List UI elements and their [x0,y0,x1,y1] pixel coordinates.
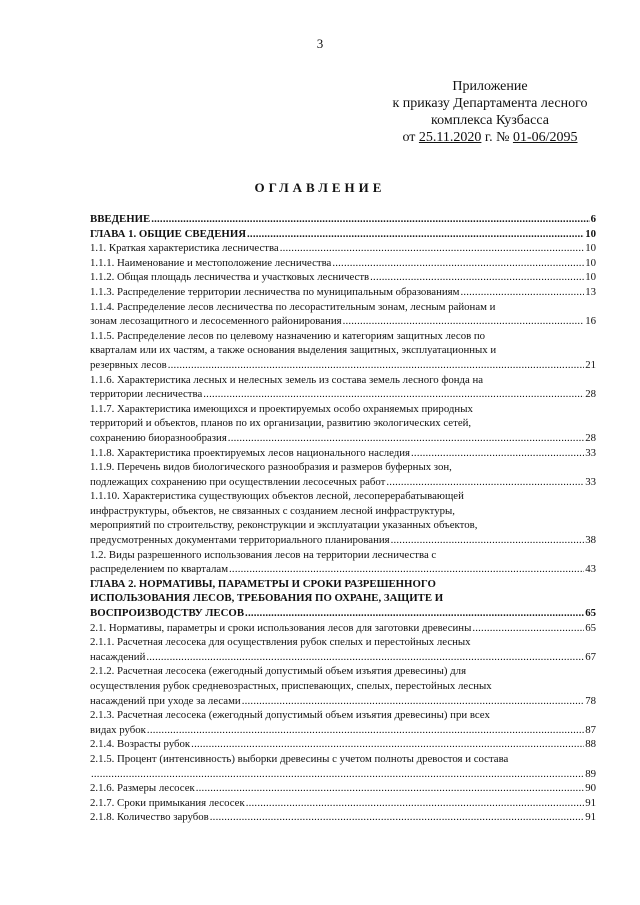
toc-entry-title: насаждений [90,650,146,663]
toc-entry-title: 1.1. Краткая характеристика лесничества [90,242,279,255]
toc-entry-line: 1.1.5. Распределение лесов по целевому назначению и категориям защитных лесов по [90,329,486,342]
toc-leader-dots [196,781,584,796]
toc-entry[interactable] [90,737,596,752]
toc-page-number: 33 [585,475,596,488]
toc-entry-title: 2.1.7. Сроки примыкания лесосек [90,796,245,809]
date-prefix: от [402,130,419,145]
table-of-contents [90,212,596,825]
toc-page-number: 38 [585,534,596,547]
toc-title: ОГЛАВЛЕНИЕ [254,180,386,195]
toc-leader-dots [245,606,584,621]
appendix-date-line [380,129,600,146]
toc-page-number: 28 [585,388,596,401]
toc-entry-last-line [90,621,596,636]
toc-page-number: 6 [590,213,596,225]
order-date: 25.11.2020 [418,130,482,145]
toc-entry[interactable] [90,270,596,285]
toc-page-number: 13 [585,285,596,298]
toc-entry-line: осуществления рубок средневозрастных, приспевающих, спелых, перестойных лесных [90,680,492,692]
toc-entry-title: территории лесничества [90,388,203,401]
appendix-line-2: к приказу Департамента лесного [392,96,588,111]
appendix-line-3: комплекса Кузбасса [431,113,549,128]
toc-entry-title: 2.1. Нормативы, параметры и сроки использования лесов для заготовки древесины [90,621,472,634]
toc-entry-title: ГЛАВА 1. ОБЩИЕ СВЕДЕНИЯ [90,227,247,240]
toc-entry-last-line [90,358,596,373]
toc-entry-line: 2.1.2. Расчетная лесосека (ежегодный допустимый объем изъятия древесины) для [90,665,467,678]
toc-page-number: 10 [585,271,596,284]
toc-entry-title: резервных лесов [90,358,167,371]
toc-entry-last-line [90,767,596,782]
toc-entry-line: 2.1.1. Расчетная лесосека для осуществления рубок спелых и перестойных лесных [90,636,471,649]
toc-leader-dots [246,796,584,811]
toc-entry-last-line [90,810,596,825]
toc-leader-dots [91,767,584,782]
toc-entry-last-line [90,285,596,300]
toc-entry-title: подлежащих сохранению при осуществлении лесосечных работ [90,475,386,488]
toc-entry-last-line [90,723,596,738]
order-number: 01-06/2095 [512,130,578,145]
toc-entry-line: 1.1.4. Распределение лесов лесничества по лесорастительным зонам, лесным районам и [90,300,496,313]
toc-page-number: 21 [585,358,596,371]
toc-entry-last-line [90,694,596,709]
toc-entry-last-line [90,562,596,577]
toc-entry-last-line [90,606,596,621]
toc-entry[interactable] [90,708,596,737]
toc-entry-line: мероприятий по строительству, реконструкции и эксплуатации указанных объектов, [90,519,478,532]
toc-entry-last-line [90,387,596,402]
toc-entry-title: предусмотренных документами территориального планирования [90,534,390,547]
toc-entry-last-line [90,212,596,227]
toc-entry-last-line [90,781,596,796]
toc-leader-dots [203,387,584,402]
toc-entry-last-line [90,796,596,811]
toc-entry-last-line [90,475,596,490]
toc-page-number: 89 [585,767,596,780]
toc-page-number: 16 [585,315,596,328]
toc-leader-dots [411,446,584,461]
toc-entry-line: 1.2. Виды разрешенного использования лесов на территории лесничества с [90,548,437,561]
toc-page-number: 10 [585,242,596,255]
toc-entry[interactable] [90,402,596,446]
toc-page-number: 90 [585,782,596,795]
toc-leader-dots [370,270,584,285]
toc-entry[interactable] [90,781,596,796]
toc-entry-last-line [90,270,596,285]
toc-entry-title: 1.1.8. Характеристика проектируемых лесов национального наследия [90,446,411,459]
toc-entry-last-line [90,314,596,329]
toc-page-number: 65 [585,621,596,634]
toc-entry-line: территорий и объектов, планов по их организации, развитию экологических сетей, [90,417,472,430]
toc-entry[interactable] [90,577,596,621]
toc-entry[interactable] [90,373,596,402]
toc-entry[interactable] [90,664,596,708]
toc-entry-last-line [90,446,596,461]
toc-entry-line: 1.1.10. Характеристика существующих объектов лесной, лесоперерабатывающей [90,490,464,503]
toc-entry[interactable] [90,752,596,781]
toc-leader-dots [247,227,584,242]
toc-leader-dots [151,212,589,227]
toc-entry[interactable] [90,796,596,811]
toc-leader-dots [229,562,584,577]
toc-leader-dots [146,650,584,665]
toc-leader-dots [386,475,584,490]
toc-entry-title: распределением по кварталам [90,563,229,576]
toc-entry[interactable] [90,548,596,577]
toc-entry[interactable] [90,460,596,489]
toc-entry-title: 2.1.8. Количество зарубов [90,811,209,824]
toc-page-number: 10 [585,227,596,240]
toc-entry-line: 1.1.6. Характеристика лесных и нелесных земель из состава земель лесного фонда на [90,373,484,386]
toc-entry[interactable] [90,212,596,227]
toc-entry-line: 1.1.7. Характеристика имеющихся и проектируемых особо охраняемых природных [90,402,473,415]
toc-leader-dots [280,241,585,256]
toc-entry-line: 2.1.3. Расчетная лесосека (ежегодный допустимый объем изъятия древесины) при всех [90,709,490,722]
toc-entry-title: ВВЕДЕНИЕ [90,213,151,225]
appendix-line-1: Приложение [452,79,528,94]
toc-entry[interactable] [90,256,596,271]
toc-leader-dots [191,737,584,752]
toc-page-number: 43 [585,563,596,576]
toc-page-number: 10 [585,256,596,269]
toc-entry-line: 1.1.9. Перечень видов биологического разнообразия и размеров буферных зон, [90,461,452,474]
toc-entry-title: видах рубок [90,723,146,736]
toc-page-number: 88 [585,738,596,751]
toc-leader-dots [228,431,584,446]
appendix-block [380,78,600,146]
toc-page-number: 28 [585,431,596,444]
toc-entry[interactable] [90,285,596,300]
toc-entry-last-line [90,227,596,242]
toc-leader-dots [472,621,584,636]
toc-entry-title: 1.1.2. Общая площадь лесничества и участковых лесничеств [90,271,370,284]
toc-leader-dots [343,314,585,329]
toc-entry-title: зонам лесозащитного и лесосеменного районирования [90,315,342,328]
toc-entry[interactable] [90,810,596,825]
toc-entry-line: ГЛАВА 2. НОРМАТИВЫ, ПАРАМЕТРЫ И СРОКИ РАЗРЕШЕННОГО [90,577,436,590]
toc-entry-title: 1.1.3. Распределение территории лесничества по муниципальным образованиям [90,285,460,298]
toc-entry-last-line [90,256,596,271]
toc-leader-dots [332,256,584,271]
toc-page-number: 67 [585,650,596,663]
toc-entry-line: ИСПОЛЬЗОВАНИЯ ЛЕСОВ, ТРЕБОВАНИЯ ПО ОХРАНЕ, ЗАЩИТЕ И [90,592,444,605]
toc-leader-dots [242,694,584,709]
toc-leader-dots [391,533,585,548]
toc-entry-line: инфраструктуры, объектов, не связанных с созданием лесной инфраструктуры, [90,504,455,517]
toc-entry[interactable] [90,446,596,461]
toc-entry-title: насаждений при уходе за лесами [90,694,241,707]
toc-page-number: 33 [585,446,596,459]
toc-page-number: 91 [585,796,596,809]
date-mid: г. № [481,130,513,145]
toc-entry-last-line [90,431,596,446]
toc-entry[interactable] [90,227,596,242]
toc-page-number: 65 [585,607,596,620]
toc-entry-line: кварталам или их частям, а также основания выделения защитных, эксплуатационных и [90,344,497,357]
toc-entry[interactable] [90,300,596,329]
toc-entry-last-line [90,533,596,548]
toc-entry[interactable] [90,241,596,256]
toc-leader-dots [168,358,584,373]
toc-entry[interactable] [90,329,596,373]
toc-entry-last-line [90,650,596,665]
toc-entry-title: ВОСПРОИЗВОДСТВУ ЛЕСОВ [90,607,245,620]
toc-leader-dots [210,810,584,825]
toc-leader-dots [147,723,584,738]
toc-entry-last-line [90,241,596,256]
toc-entry-title: 2.1.4. Возрасты рубок [90,738,191,751]
toc-leader-dots [460,285,584,300]
toc-page-number: 78 [585,694,596,707]
toc-entry-line: 2.1.5. Процент (интенсивность) выборки древесины с учетом полноты древостоя и состава [90,752,509,765]
toc-entry[interactable] [90,489,596,547]
toc-entry-last-line [90,737,596,752]
toc-entry-title: 1.1.1. Наименование и местоположение лесничества [90,256,332,269]
toc-entry-title: сохранению биоразнообразия [90,431,227,444]
toc-entry-title: 2.1.6. Размеры лесосек [90,782,195,795]
toc-page-number: 87 [585,723,596,736]
toc-entry[interactable] [90,635,596,664]
toc-entry[interactable] [90,621,596,636]
page-number: 3 [316,36,324,51]
toc-page-number: 91 [585,811,596,824]
